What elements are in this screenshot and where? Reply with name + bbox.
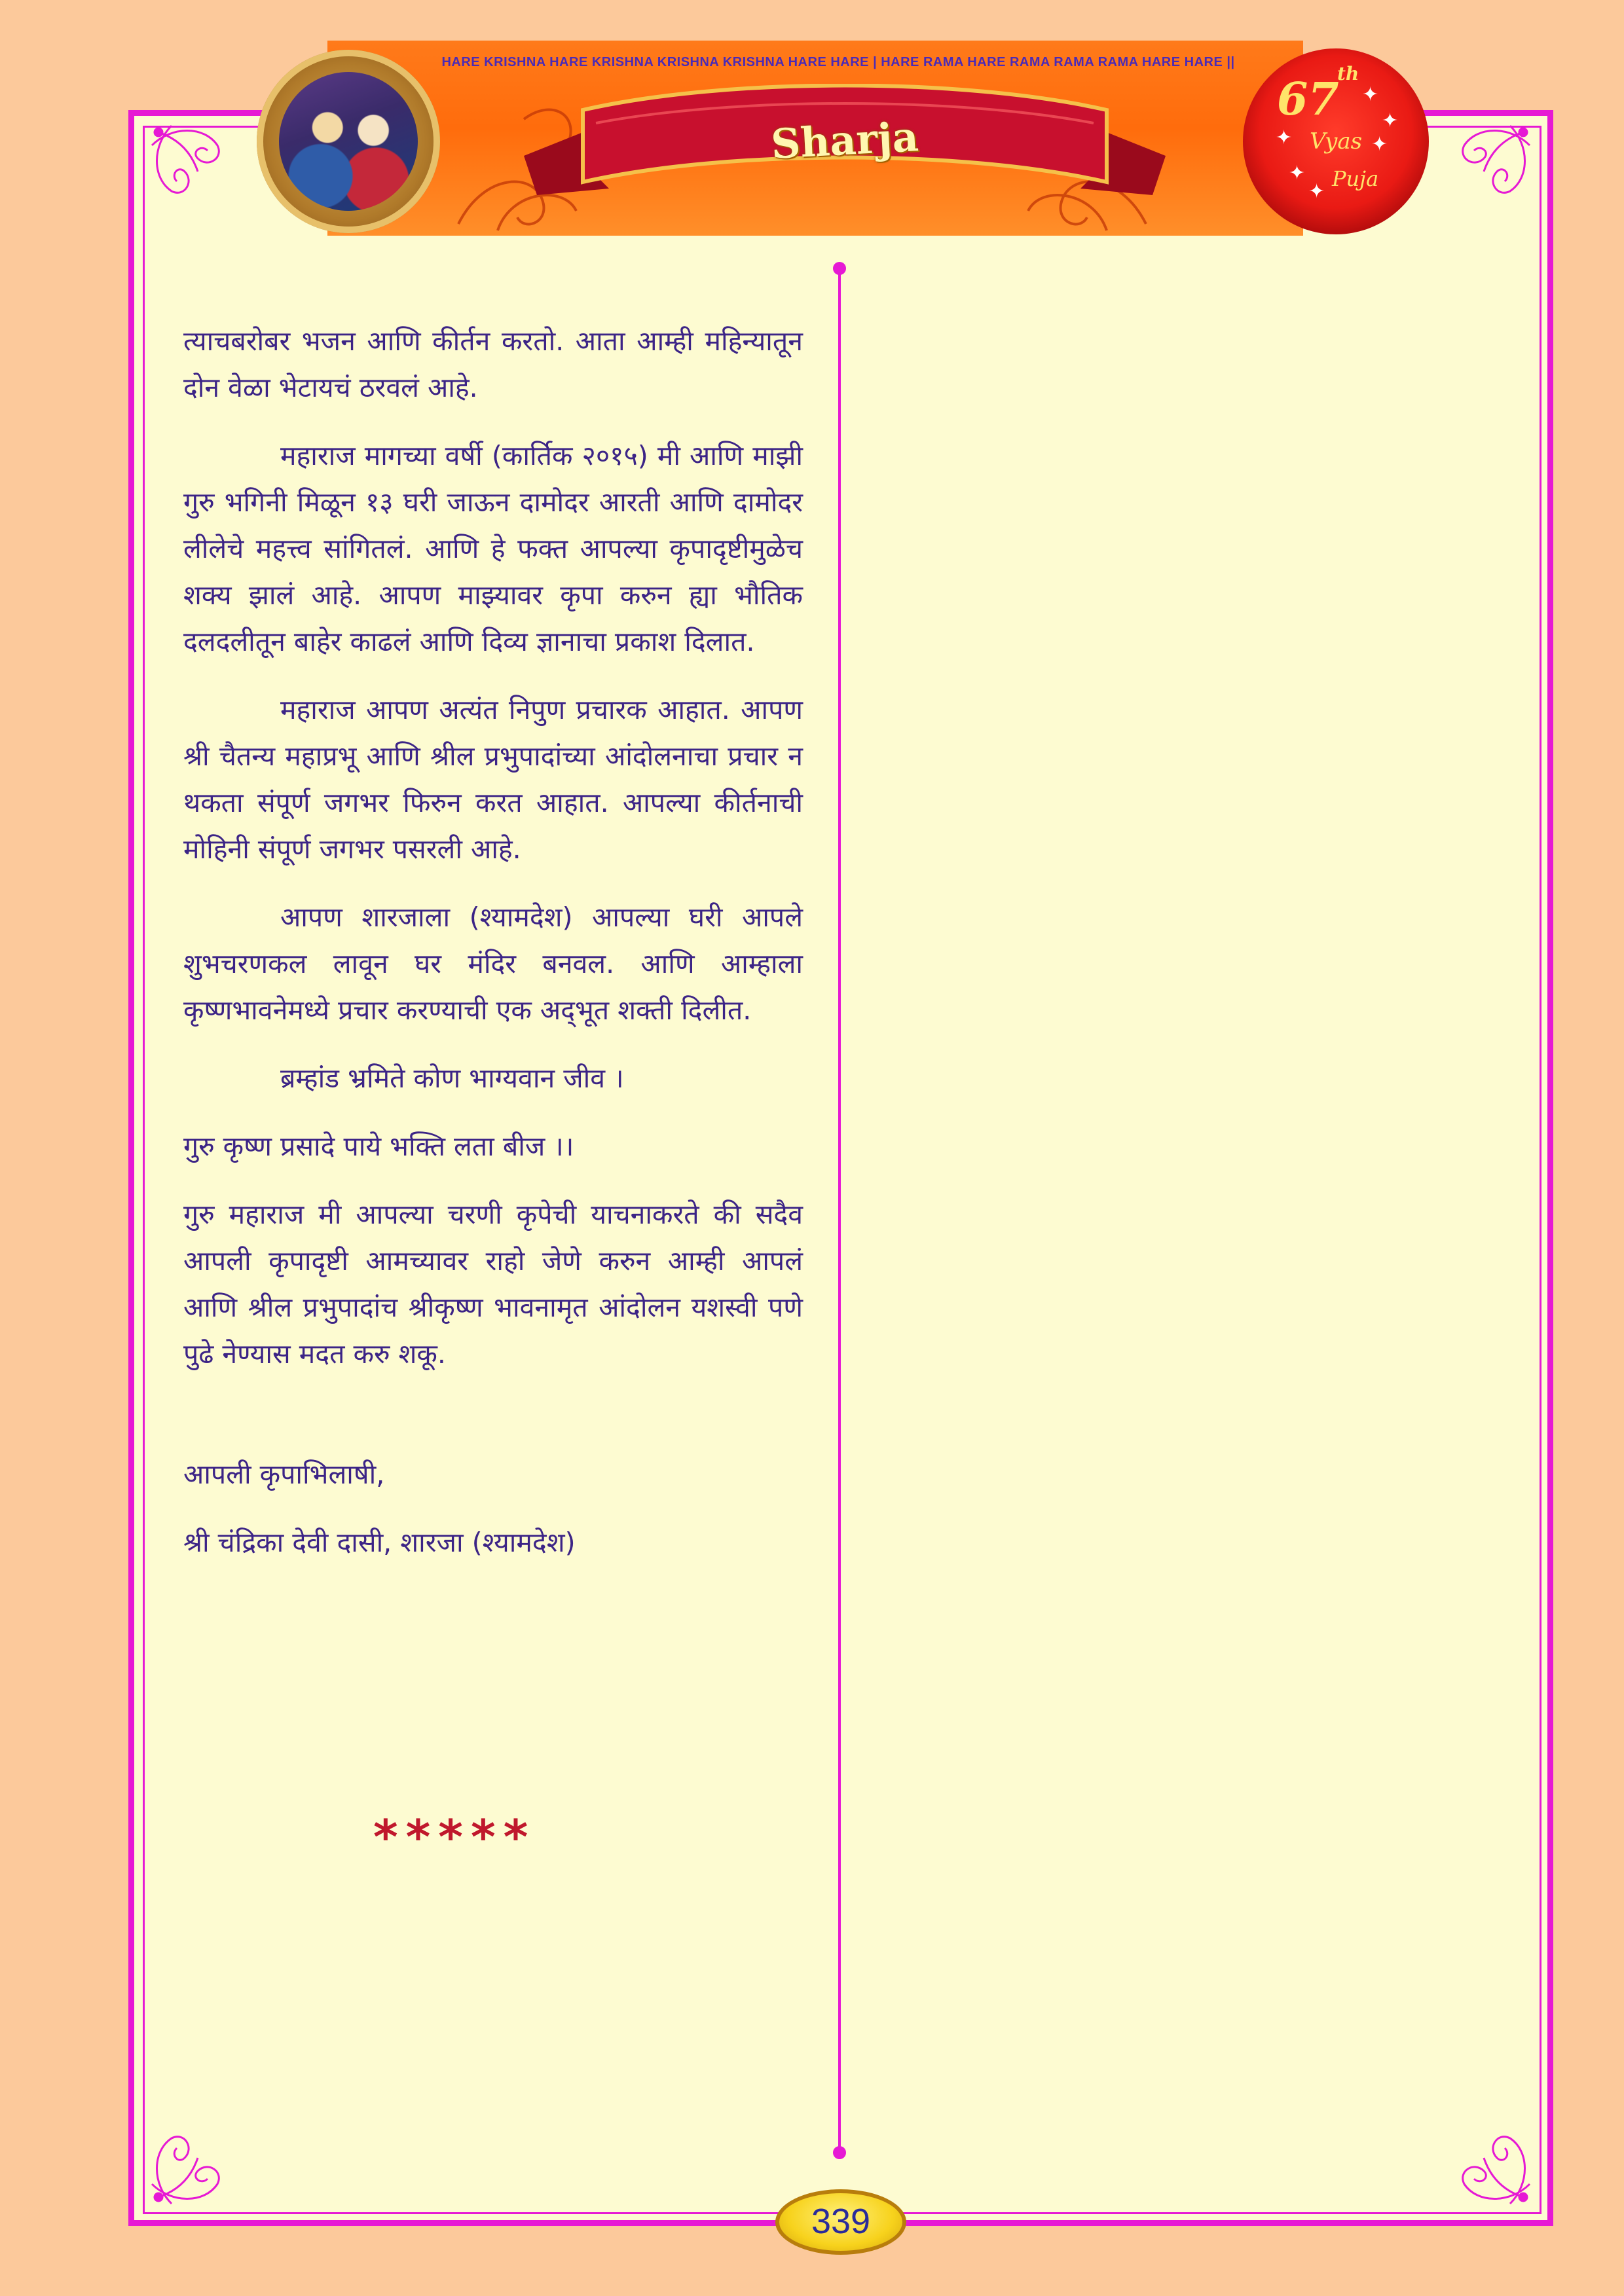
paragraph: महाराज आपण अत्यंत निपुण प्रचारक आहात. आपण श्री चैतन्य महाप्रभू आणि श्रील प्रभुपादांच्या आंदोलनाचा प्रचार न थकता संपूर्ण जगभर फिरुन करत आहात. आपल्या कीर्तनाची मोहिनी संपूर्ण जगभर पसरली आहे. [183, 694, 803, 865]
badge-line-1: Vyas [1310, 128, 1363, 155]
signature: श्री चंद्रिका देवी दासी, शारजा (श्यामदेश) [183, 1527, 576, 1558]
column-divider [838, 267, 841, 2153]
star-icon: ✦ [1276, 126, 1293, 149]
star-icon: ✦ [1371, 133, 1388, 156]
star-icon: ✦ [1289, 162, 1306, 185]
divider-dot-icon [833, 262, 846, 275]
corner-ornament-icon [145, 2112, 244, 2210]
verse-line: गुरु कृष्ण प्रसादे पाये भक्ति लता बीज ।। [183, 1131, 574, 1162]
badge-suffix: th [1337, 63, 1359, 84]
page-title: Sharja [769, 113, 920, 168]
paragraph: आपण शारजाला (श्यामदेश) आपल्या घरी आपले शुभचरणकल लावून घर मंदिर बनवल. आणि आम्हाला कृष्णभावनेमध्ये प्रचार करण्याची एक अद्‌भूत शक्ती दिलीत. [183, 902, 803, 1026]
corner-ornament-icon [1438, 119, 1536, 217]
verse-line: ब्रम्हांड भ्रमिते कोण भाग्यवान जीव । [280, 1063, 624, 1094]
corner-ornament-icon [1438, 2112, 1536, 2210]
closing-line: आपली कृपाभिलाषी, [183, 1459, 385, 1490]
badge-line-2: Puja [1332, 166, 1379, 191]
mantra-text: HARE KRISHNA HARE KRISHNA KRISHNA KRISHNA HARE HARE | HARE RAMA HARE RAMA RAMA RAMA HARE HARE || [441, 55, 1235, 69]
deity-photo [279, 72, 418, 211]
star-icon: ✦ [1308, 180, 1325, 203]
paragraph: महाराज मागच्या वर्षी (कार्तिक २०१५) मी आणि माझी गुरु भगिनी मिळून १३ घरी जाऊन दामोदर आरती आणि दामोदर लीलेचे महत्त्व सांगितलं. आणि हे फक्त आपल्या कृपादृष्टीमुळेच शक्य झालं आहे. आपण माझ्यावर कृपा करुन ह्या भौतिक दलदलीतून बाहेर काढलं आणि दिव्य ज्ञानाचा प्रकाश दिलात. [183, 440, 803, 657]
corner-ornament-icon [145, 119, 244, 217]
paragraph: गुरु महाराज मी आपल्या चरणी कृपेची याचनाकरते की सदैव आपली कृपादृष्टी आमच्यावर राहो जेणे करुन आम्ही आपलं आणि श्रील प्रभुपादांच श्रीकृष्ण भावनामृत आंदोलन यशस्वी पणे पुढे नेण्यास मदत करु शकू. [183, 1199, 803, 1370]
star-icon: ✦ [1382, 109, 1399, 132]
deity-photo-medallion [257, 50, 440, 233]
badge-number: 67 [1277, 73, 1339, 126]
separator-stars: ***** [373, 1810, 536, 1865]
paragraph: त्याचबरोबर भजन आणि कीर्तन करतो. आता आम्ही महिन्यातून दोन वेळा भेटायचं ठरवलं आहे. [183, 325, 803, 403]
letter-body [183, 318, 803, 1588]
page-number: 339 [811, 2202, 871, 2241]
divider-dot-icon [833, 2146, 846, 2159]
star-icon: ✦ [1362, 83, 1379, 106]
